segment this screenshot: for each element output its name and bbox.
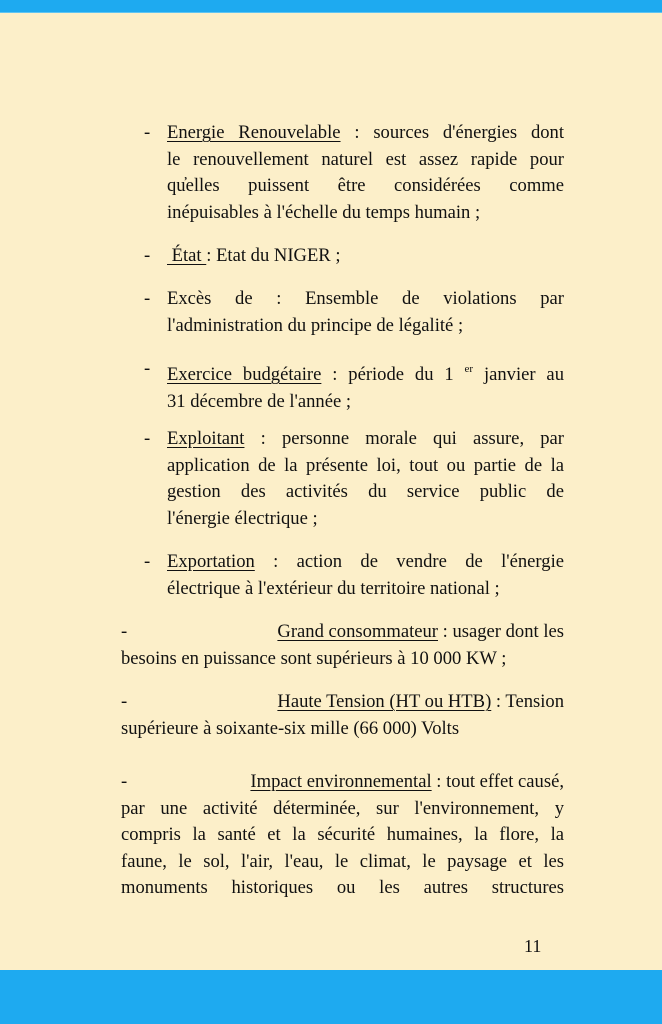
definition-exces-de: - Excès de : Ensemble de violations par l'administration du principe de légalité ; [144, 288, 564, 336]
definition-impact-environnemental: - Impact environnemental : tout effet causé, par une activité déterminée, sur l'environnement, y compris la santé et la sécurité humaines, la flore, la faune, le sol, l'air, l'eau, le climat, le paysage et les monuments historiques ou les autres structures [121, 771, 564, 898]
definition-exercice-budgetaire: - Exercice budgétaire : période du 1 $^{er}$ janvier au 31 décembre de l'année ; [144, 358, 564, 412]
definition-exportation: - Exportation : action de vendre de l'énergie électrique à l'extérieur du territoire national ; [144, 551, 564, 599]
definition-exploitant: - Exploitant : personne morale qui assure, par application de la présente loi, tout ou partie de la gestion des activités du service public de l'énergie électrique ; [144, 428, 564, 529]
list-dash: - [144, 122, 151, 143]
term: Impact environnemental [250, 771, 432, 792]
list-dash: - [144, 551, 151, 572]
term: Grand consommateur [277, 621, 438, 642]
definition-haute-tension: - Haute Tension (HT ou HTB) : Tension supérieure à soixante-six mille (66 000) Volts [121, 691, 564, 739]
term: Exportation [167, 551, 255, 572]
list-dash: - [121, 691, 128, 712]
definition-grand-consommateur: - Grand consommateur : usager dont les besoins en puissance sont supérieurs à 10 000 KW ; [121, 621, 564, 669]
term: Exploitant [167, 428, 245, 449]
page-number: 11 [524, 936, 542, 956]
list-dash: - [121, 621, 128, 642]
top-bar [0, 0, 662, 13]
list-dash: - [144, 245, 151, 266]
term: Energie Renouvelable [167, 122, 341, 143]
term: Haute Tension (HT ou HTB) [277, 691, 492, 712]
definition-etat: - État : Etat du NIGER ; [144, 243, 564, 270]
term: État [167, 245, 207, 266]
term: Exercice budgétaire [167, 364, 322, 385]
list-dash: - [144, 428, 151, 449]
bottom-bar [0, 970, 662, 1024]
list-dash: - [144, 358, 151, 379]
list-dash: - [121, 771, 128, 792]
definition-energie-renouvelable: - Energie Renouvelable : sources d'énergies dont le renouvellement naturel est assez rapide pour qu̓elles puissent être considérées comme inépuisables à l'échelle du temps humain ; [144, 122, 565, 223]
list-dash: - [144, 288, 151, 309]
